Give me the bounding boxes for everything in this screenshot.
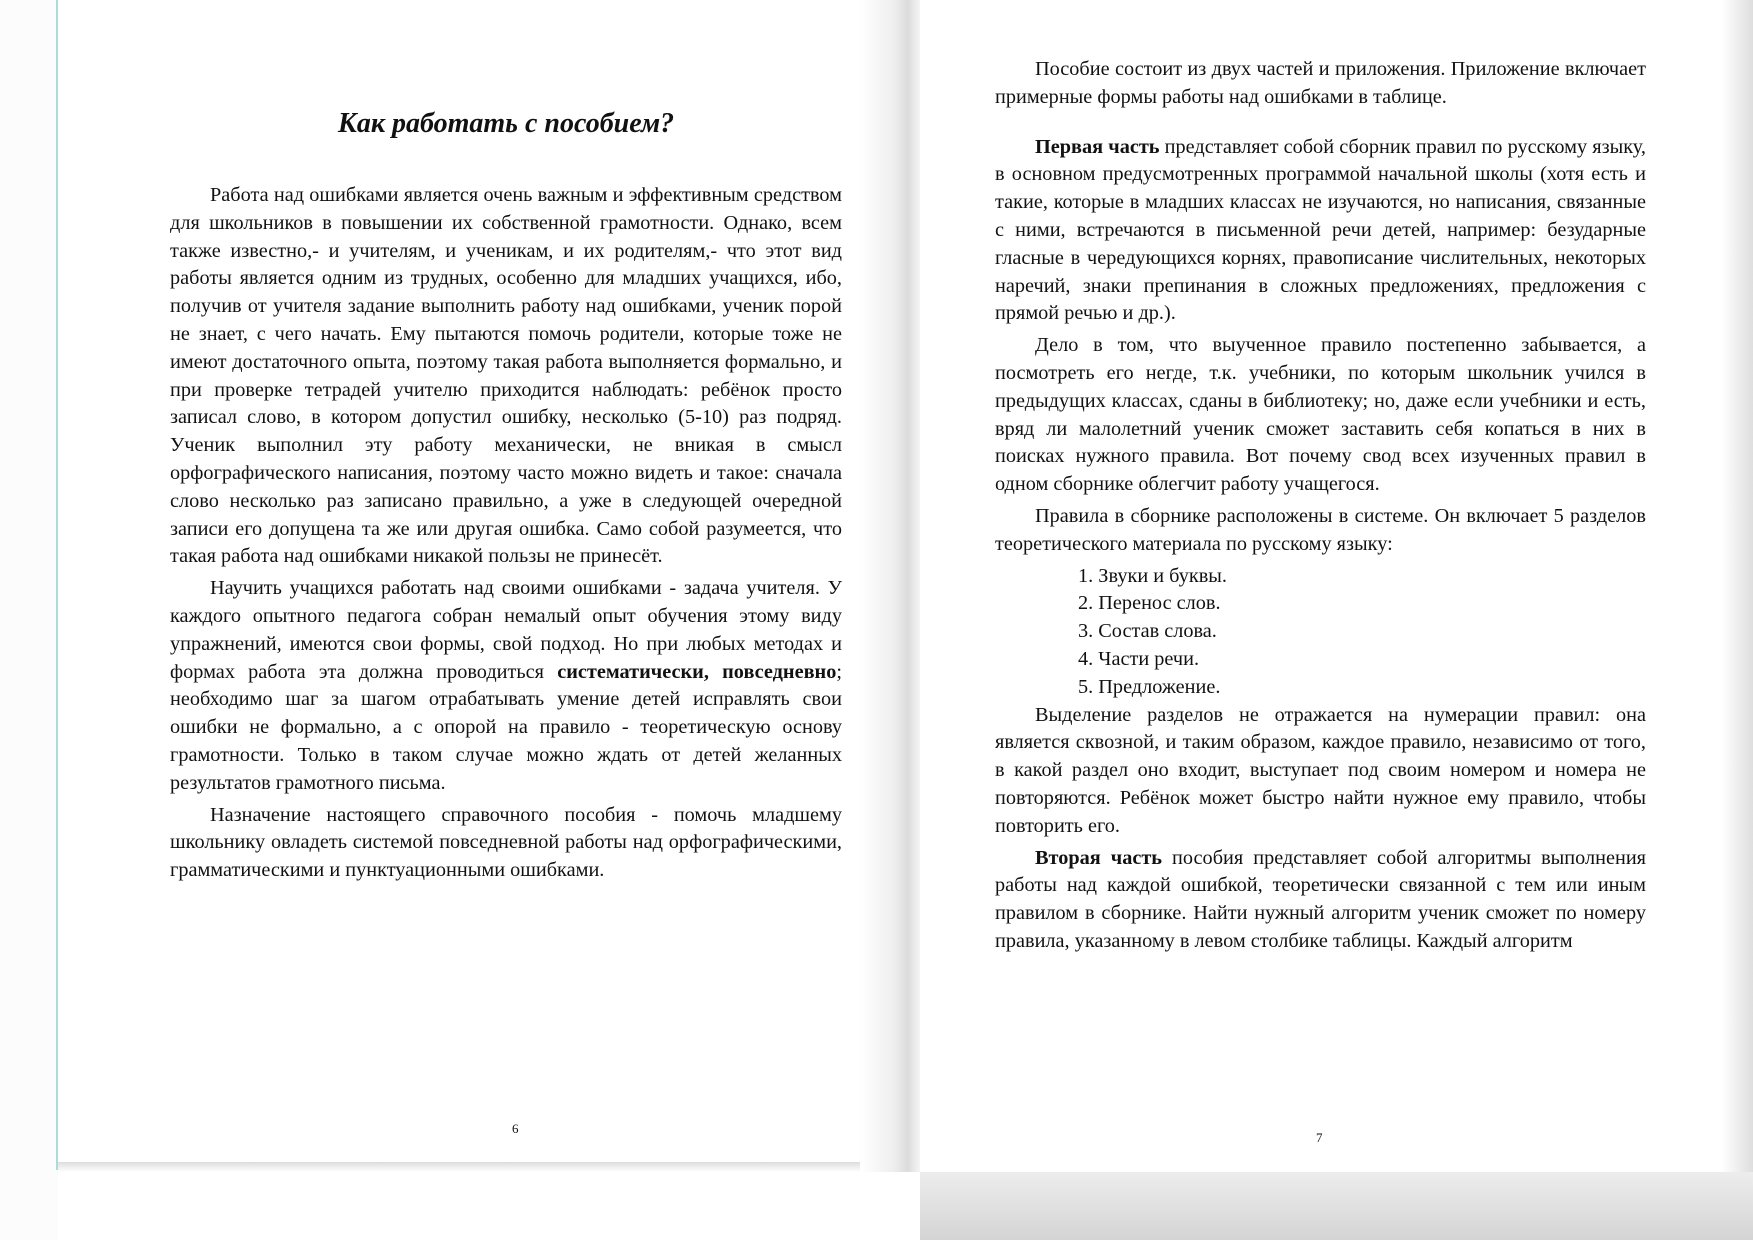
page-bottom-edge-left [58,1162,918,1172]
paragraph-first-part [995,134,1646,329]
page-title: Как работать с пособием? [337,108,675,139]
paragraph-second-part [995,845,1646,956]
right-page-body [995,56,1646,960]
paragraph-numbering: Выделение разделов не отражается на нумерации правил: она является сквозной, и таким образом, каждое правило, независимо от того, в какой раздел оно входит, выступает под своим номером и номера не повторяются. Ребёнок может быстро найти нужное ему правило, чтобы повторить его. [995,703,1646,837]
paragraph-text: Научить учащихся работать над своими ошибками - задача учителя. У каждого опытного педагога собран немалый опыт обучения этому виду упражнений, имеются свои формы, свой подход. Но при любых методах и формах работа эта должна проводиться [170,577,842,683]
paragraph-text: пособия представляет собой алгоритмы выполнения работы над каждой ошибкой, теоретически связанной с тем или иным правилом в сборнике. Найти нужный алгоритм ученик сможет по номеру правила, указанному в левом столбике таблицы. Каждый алгоритм [995,846,1647,952]
paragraph-rule-system: Правила в сборнике расположены в системе. Он включает 5 разделов теоретического материала по русскому языку: [995,504,1646,555]
paragraph-text: представляет собой сборник правил по русскому языку, в основном предусмотренных программой начальной школы (хотя есть и такие, которые в младших классах не изучаются, но написания, связанные с ними, встречаются в письменной речи детей, например: безударные гласные в чередующихся корнях, правописание числительных, некоторых наречий, знаки препинания в сложных предложениях, предложения с прямой речью и др.). [995,135,1646,325]
list-item: 3. Состав слова. [1078,620,1217,643]
paragraph-teacher-task [170,575,842,797]
list-item: 1. Звуки и буквы. [1078,564,1227,587]
book-gutter [860,0,920,1172]
emphasis-text: систематически, повседневно [557,660,837,683]
paragraph-manual-purpose: Назначение настоящего справочного пособия - помочь младшему школьнику овладеть системой повседневной работы над орфографическими, грамматическими и пунктуационными ошибками. [170,803,842,882]
list-item: 5. Предложение. [1078,675,1221,698]
list-item: 2. Перенос слов. [1078,592,1221,615]
page-bottom-edge-right [920,1172,1753,1240]
page-number-left: 6 [512,1121,519,1136]
paragraph-manual-structure: Пособие состоит из двух частей и приложения. Приложение включает примерные формы работы над ошибками в таблице. [995,58,1646,108]
cover-edge-line [56,0,58,1170]
sections-list [995,563,1646,702]
page-edge-left [0,0,58,1240]
paragraph-text: ; необходимо шаг за шагом отрабатывать умение детей исправлять свои ошибки не формально, а с опорой на правило - теоретическую основу грамотности. Только в таком случае можно ждать от детей желанных результатов грамотного письма. [170,660,842,794]
left-page-body [170,182,842,889]
paragraph-rule-forgetting: Дело в том, что выученное правило постепенно забывается, а посмотреть его негде, т.к. учебники, по которым школьник учился в предыдущих классах, сданы в библиотеку; но, даже если учебники и есть, вряд ли малолетний ученик сможет заставить себя копаться в них в поисках нужного правила. Вот почему свод всех изученных правил в одном сборнике облегчит работу учащегося. [995,334,1646,496]
second-part-label: Вторая часть [1035,846,1163,869]
page-edge-right [1722,0,1753,1172]
page-number-right: 7 [1316,1130,1323,1145]
first-part-label: Первая часть [1035,135,1160,158]
paragraph-errors-importance: Работа над ошибками является очень важным и эффективным средством для школьников в повышении их собственной грамотности. Однако, всем также известно,- и учителям, и ученикам, и их родителям,- что этот вид работы является одним из трудных, особенно для младших учащихся, ибо, получив от учителя задание выполнить работу над ошибками, ученик порой не знает, с чего начать. Ему пытаются помочь родители, которые тоже не имеют достаточного опыта, поэтому такая работа выполняется формально, и при проверке тетрадей учителю приходится наблюдать: ребёнок просто записал слово, в котором допустил ошибку, несколько (5-10) раз подряд. Ученик выполнил эту работу механически, не вникая в смысл орфографического написания, поэтому часто можно видеть и такое: сначала слово несколько раз записано правильно, а уже в следующей очередной записи его допущена та же или другая ошибка. Само собой разумеется, что такая работа над ошибками никакой пользы не принесёт. [170,184,842,568]
list-item: 4. Части речи. [1078,647,1200,670]
